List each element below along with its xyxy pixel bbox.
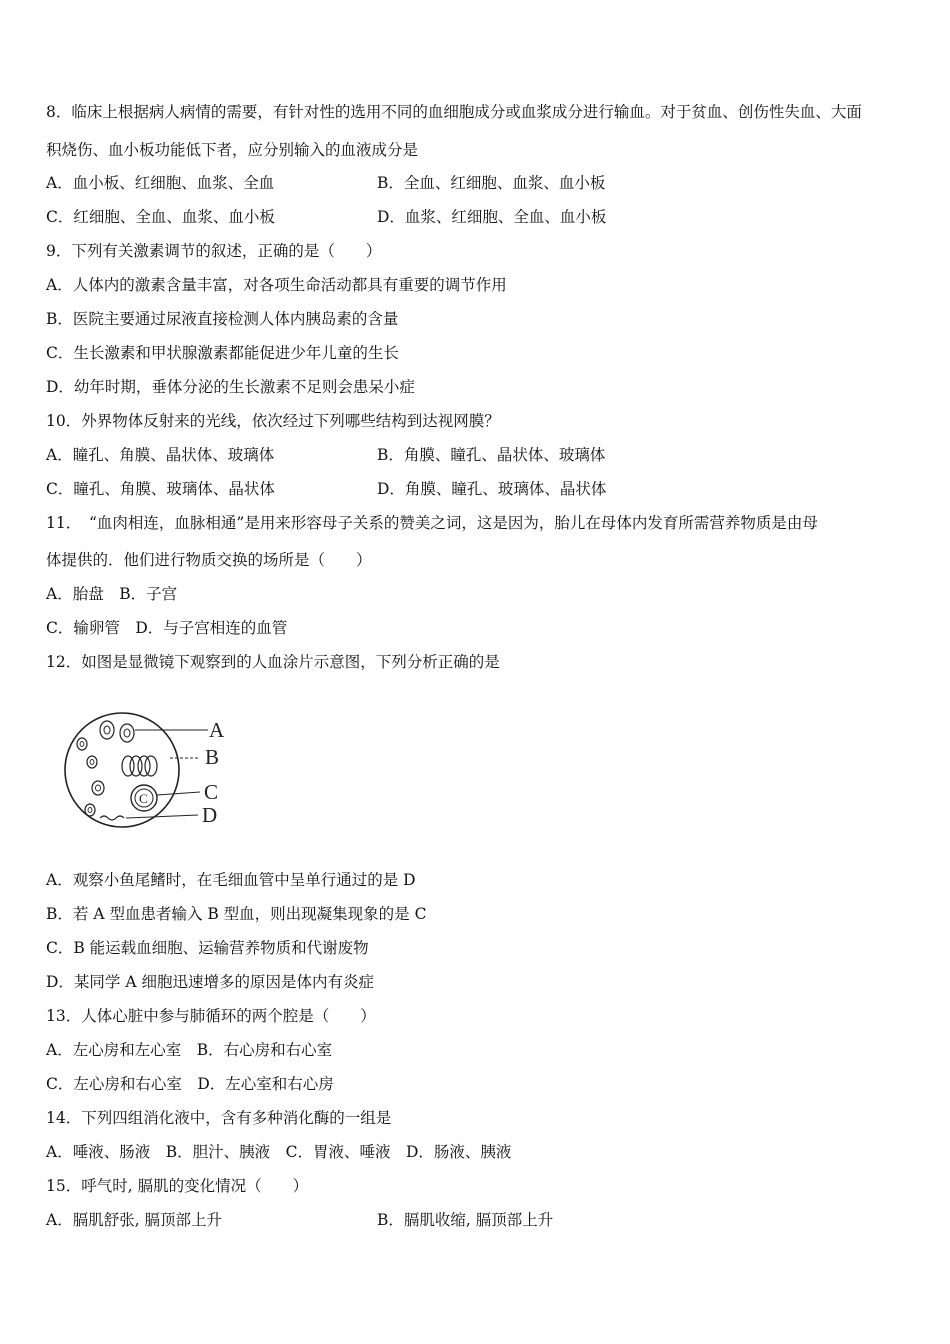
platelets-d (100, 816, 124, 820)
red-cell-2-center (90, 760, 94, 765)
red-cell-3 (92, 781, 104, 795)
red-cell-2 (87, 756, 97, 768)
q13-stem: 13．人体心脏中参与肺循环的两个腔是（ ） (46, 1007, 376, 1025)
cell-a-2 (120, 724, 134, 742)
label-b: B (205, 745, 220, 769)
leader-d (126, 815, 198, 818)
q14-options: A．唾液、肠液 B．胆汁、胰液 C．胃液、唾液 D．肠液、胰液 (46, 1143, 512, 1161)
q8-option-d: D．血浆、红细胞、全血、血小板 (377, 208, 607, 226)
q10-stem: 10．外界物体反射来的光线，依次经过下列哪些结构到达视网膜？ (46, 412, 500, 430)
q15-stem: 15．呼气时, 膈肌的变化情况（ ） (46, 1177, 309, 1195)
rouleaux-4 (145, 756, 157, 776)
q12-option-a: A．观察小鱼尾鳍时，在毛细血管中呈单行通过的是 D (46, 871, 416, 889)
q9-stem: 9．下列有关激素调节的叙述，正确的是（ ） (46, 242, 382, 260)
q12-stem: 12．如图是显微镜下观察到的人血涂片示意图，下列分析正确的是 (46, 653, 500, 671)
cell-c-glyph: C (139, 791, 148, 806)
cell-a-2-nucleus (124, 729, 130, 737)
q13-options-cd: C．左心房和右心室 D．左心室和右心房 (46, 1075, 334, 1093)
q8-option-b: B．全血、红细胞、血浆、血小板 (377, 174, 606, 192)
red-cell-4-center (88, 808, 92, 813)
q15-option-b: B．膈肌收缩, 膈顶部上升 (377, 1211, 554, 1229)
q9-option-d: D．幼年时期，垂体分泌的生长激素不足则会患呆小症 (46, 378, 415, 396)
q10-option-d: D．角膜、瞳孔、玻璃体、晶状体 (377, 480, 607, 498)
q8-option-c: C．红细胞、全血、血浆、血小板 (46, 208, 275, 226)
q10-option-b: B．角膜、瞳孔、晶状体、玻璃体 (377, 446, 606, 464)
q12-option-b: B．若 A 型血患者输入 B 型血，则出现凝集现象的是 C (46, 905, 427, 923)
q9-option-b: B．医院主要通过尿液直接检测人体内胰岛素的含量 (46, 310, 399, 328)
q14-stem: 14．下列四组消化液中，含有多种消化酶的一组是 (46, 1109, 392, 1127)
q9-option-a: A．人体内的激素含量丰富，对各项生命活动都具有重要的调节作用 (46, 276, 507, 294)
blood-smear-figure (60, 700, 240, 840)
q11-stem-line2: 体提供的．他们进行物质交换的场所是（ ） (46, 551, 372, 569)
q8-stem-line1: 8．临床上根据病人病情的需要，有针对性的选用不同的血细胞成分或血浆成分进行输血。对于贫血、创伤性失血、大面 (46, 103, 862, 121)
q8-stem-line2: 积烧伤、血小板功能低下者，应分别输入的血液成分是 (46, 141, 419, 159)
label-d: D (202, 803, 218, 827)
q11-stem-line1: 11． “血肉相连，血脉相通”是用来形容母子关系的赞美之词，这是因为，胎儿在母体内发育所需营养物质是由母 (46, 514, 818, 532)
q10-options-cd (46, 479, 906, 499)
q12-option-d: D．某同学 A 细胞迅速增多的原因是体内有炎症 (46, 973, 374, 991)
q8-options-cd (46, 207, 906, 227)
q15-option-a: A．膈肌舒张, 膈顶部上升 (46, 1211, 223, 1229)
q11-options-ab: A．胎盘 B．子宫 (46, 585, 178, 603)
q10-options-ab (46, 445, 906, 465)
label-a: A (209, 718, 225, 742)
red-cell-1-center (80, 742, 84, 747)
q8-options-ab (46, 173, 906, 193)
q13-options-ab: A．左心房和左心室 B．右心房和右心室 (46, 1041, 333, 1059)
q12-option-c: C．B 能运载血细胞、运输营养物质和代谢废物 (46, 939, 369, 957)
q10-option-c: C．瞳孔、角膜、玻璃体、晶状体 (46, 480, 275, 498)
cell-a-1-nucleus (104, 726, 110, 734)
q15-options-ab (46, 1210, 906, 1230)
rouleaux-3 (138, 756, 150, 776)
label-c: C (204, 780, 219, 804)
q9-option-c: C．生长激素和甲状腺激素都能促进少年儿童的生长 (46, 344, 399, 362)
q11-options-cd: C．输卵管 D．与子宫相连的血管 (46, 619, 288, 637)
cell-a-1 (100, 721, 114, 739)
red-cell-4 (85, 804, 95, 816)
q10-option-a: A．瞳孔、角膜、晶状体、玻璃体 (46, 446, 275, 464)
red-cell-1 (77, 738, 87, 750)
leader-c (157, 792, 200, 795)
red-cell-3-center (96, 785, 101, 791)
q8-option-a: A．血小板、红细胞、血浆、全血 (46, 174, 275, 192)
